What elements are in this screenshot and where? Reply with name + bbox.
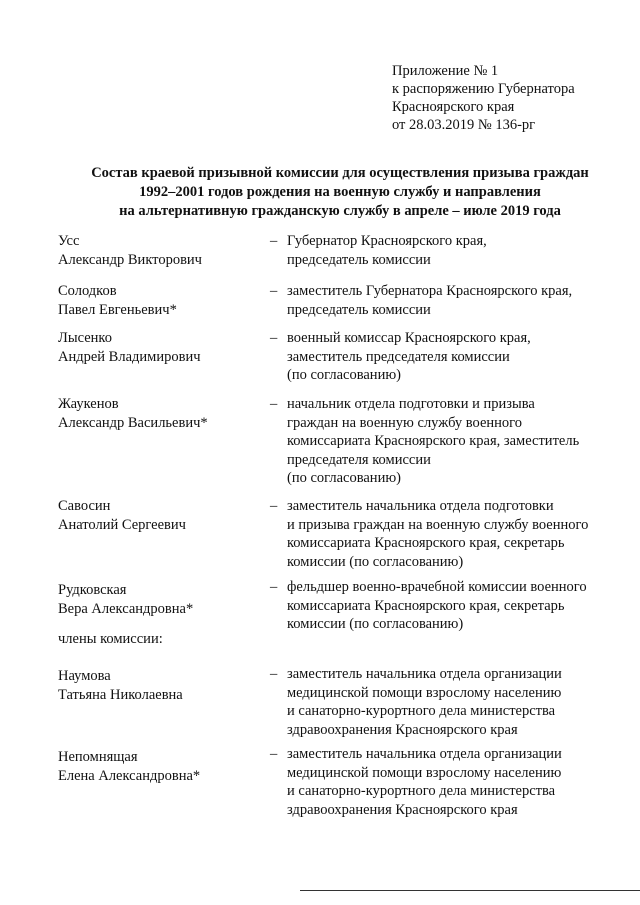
member-role-line: председателя комиссии (287, 451, 431, 468)
member-surname: Рудковская (58, 582, 127, 598)
member-given-name: Александр Васильевич* (58, 414, 208, 431)
member-given-name: Елена Александровна* (58, 767, 201, 784)
member-dash: – (270, 283, 278, 299)
member-role-line: комиссариата Красноярского края, секретарь (287, 597, 565, 614)
member-role-line: заместитель Губернатора Красноярского края, (287, 283, 573, 299)
member-surname: Непомнящая (58, 749, 138, 765)
member-role-line: заместитель председателя комиссии (287, 348, 510, 365)
member-surname: Жаукенов (58, 396, 119, 412)
member-dash: – (270, 498, 278, 514)
member-role-line: председатель комиссии (287, 251, 431, 268)
member-role (287, 232, 487, 269)
member-role-line: председатель комиссии (287, 301, 431, 318)
appendix-header (392, 62, 575, 134)
document-title-line: на альтернативную гражданскую службу в апреле – июле 2019 года (119, 203, 561, 219)
member-role-line: (по согласованию) (287, 470, 401, 486)
member-surname: Усс (58, 233, 80, 249)
member-given-name: Вера Александровна* (58, 600, 194, 617)
document-title (40, 164, 640, 221)
appendix-header-line: от 28.03.2019 № 136-рг (392, 117, 536, 133)
member-surname: Наумова (58, 668, 111, 684)
members-section-label: члены комиссии: (58, 631, 163, 647)
member-role (287, 578, 587, 634)
member-name (58, 581, 193, 618)
member-surname: Солодков (58, 283, 117, 299)
member-dash: – (270, 746, 278, 762)
member-role (287, 329, 531, 385)
member-role (287, 665, 562, 739)
member-role-line: заместитель начальника отдела подготовки (287, 498, 554, 514)
member-role-line: фельдшер военно-врачебной комиссии военного (287, 579, 587, 595)
appendix-header-line: к распоряжению Губернатора (392, 81, 575, 97)
member-name (58, 282, 177, 319)
member-surname: Лысенко (58, 330, 112, 346)
member-role-line: начальник отдела подготовки и призыва (287, 396, 535, 412)
member-role-line: здравоохранения Красноярского края (287, 721, 518, 738)
member-name (58, 667, 183, 704)
member-dash: – (270, 330, 278, 346)
member-role-line: и призыва граждан на военную службу военного (287, 516, 589, 533)
member-dash: – (270, 579, 278, 595)
member-given-name: Татьяна Николаевна (58, 686, 183, 703)
document-title-line: Состав краевой призывной комиссии для осуществления призыва граждан (91, 165, 589, 181)
member-role-line: Губернатор Красноярского края, (287, 233, 487, 249)
member-role-line: комиссариата Красноярского края, заместитель (287, 433, 580, 449)
member-role-line: медицинской помощи взрослому населению (287, 684, 562, 701)
member-role-line: комиссии (по согласованию) (287, 616, 464, 632)
appendix-header-line: Приложение № 1 (392, 63, 499, 79)
member-role-line: граждан на военную службу военного (287, 414, 522, 431)
member-name (58, 329, 201, 366)
page-bottom-rule (300, 890, 640, 891)
member-given-name: Андрей Владимирович (58, 348, 201, 365)
member-role-line: военный комиссар Красноярского края, (287, 330, 531, 346)
member-role (287, 395, 579, 488)
member-role-line: заместитель начальника отдела организации (287, 666, 562, 682)
member-given-name: Анатолий Сергеевич (58, 516, 186, 533)
member-name (58, 395, 208, 432)
member-role-line: (по согласованию) (287, 367, 401, 383)
document-title-line: 1992–2001 годов рождения на военную службу и направления (139, 184, 541, 200)
member-given-name: Павел Евгеньевич* (58, 301, 177, 318)
member-surname: Савосин (58, 498, 111, 514)
member-dash: – (270, 396, 278, 412)
member-role-line: заместитель начальника отдела организации (287, 746, 562, 762)
member-given-name: Александр Викторович (58, 251, 202, 268)
member-dash: – (270, 666, 278, 682)
member-name (58, 497, 186, 534)
member-role-line: здравоохранения Красноярского края (287, 801, 518, 818)
member-role-line: и санаторно-курортного дела министерства (287, 703, 556, 719)
member-role-line: медицинской помощи взрослому населению (287, 764, 562, 781)
member-name (58, 232, 202, 269)
member-dash: – (270, 233, 278, 249)
member-role (287, 745, 562, 819)
member-role-line: комиссии (по согласованию) (287, 553, 464, 570)
member-role-line: комиссариата Красноярского края, секретарь (287, 535, 565, 551)
appendix-header-line: Красноярского края (392, 99, 515, 115)
member-role (287, 282, 572, 319)
member-role-line: и санаторно-курортного дела министерства (287, 783, 556, 799)
member-role (287, 497, 588, 571)
member-name (58, 748, 200, 785)
